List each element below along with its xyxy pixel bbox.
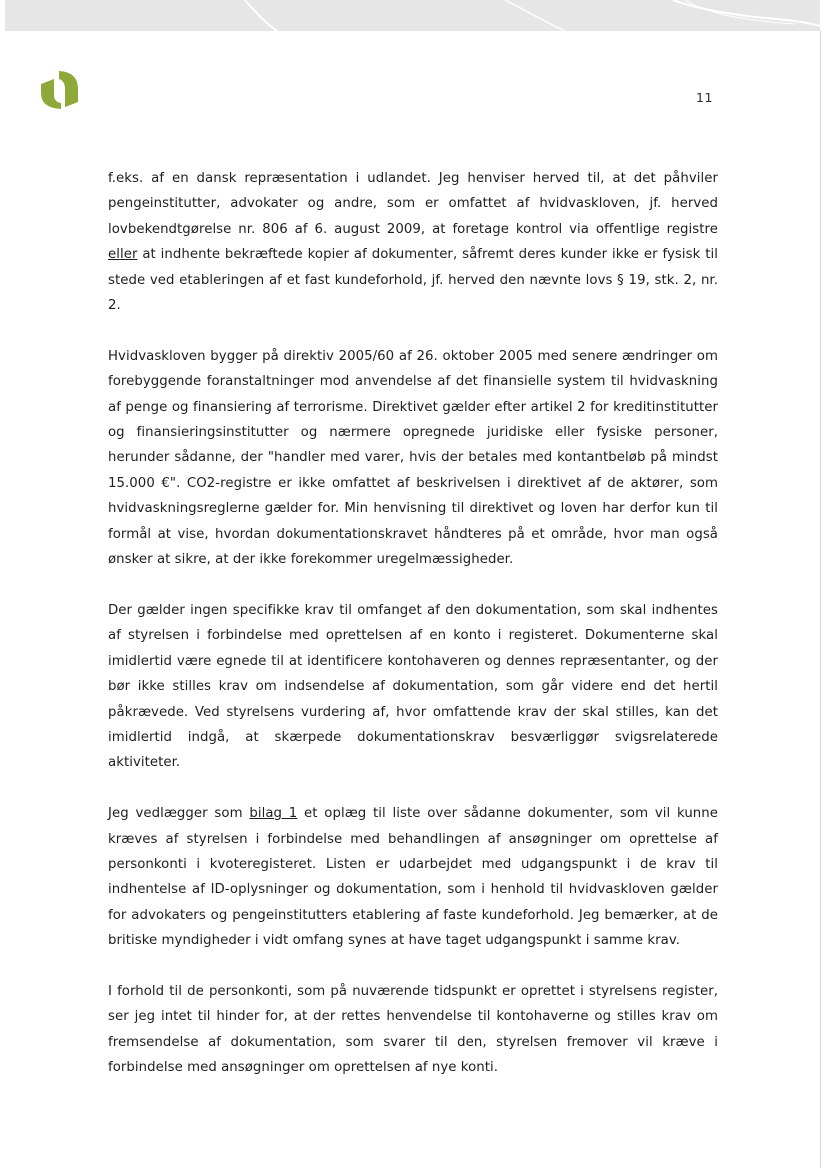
paragraph-text: et oplæg til liste over sådanne dokumenter, som vil kunne kræves af styrelsen i forbindelse med behandlingen af ansøgninger om oprettelse af personkonti i kvoteregisteret. Listen er udarbejdet med udgangspunkt i de krav til indhentelse af ID-oplysninger og dokumentation, som i henhold til hvidvaskloven gælder for advokaters og pengeinstitutters etablering af faste kundeforhold. Jeg bemærker, at de britiske myndigheder i vidt omfang synes at have taget udgangspunkt i samme krav. bbox=[108, 806, 718, 949]
paragraph bbox=[108, 801, 718, 953]
paragraph: I forhold til de personkonti, som på nuværende tidspunkt er oprettet i styrelsens register, ser jeg intet til hinder for, at der rettes henvendelse til kontohaverne og stilles krav om fremsendelse af dokumentation, som svarer til den, styrelsen fremover vil kræve i forbindelse med ansøgninger om oprettelsen af nye konti. bbox=[108, 983, 718, 1076]
paragraph-text: at indhente bekræftede kopier af dokumenter, såfremt deres kunder ikke er fysisk til stede ved etableringen af et fast kundeforhold, jf. herved den nævnte lovs § 19, stk. 2, nr. 2. bbox=[108, 247, 718, 314]
paragraph-text: f.eks. af en dansk repræsentation i udlandet. Jeg henviser herved til, at det påhviler pengeinstitutter, advokater og andre, som er omfattet af hvidvaskloven, jf. herved lovbekendtgørelse nr. 806 af 6. august 2009, at foretage kontrol via offentlige registre bbox=[108, 171, 718, 237]
paragraph bbox=[108, 166, 718, 318]
band-curves bbox=[5, 0, 820, 31]
header-decorative-band bbox=[5, 0, 820, 31]
paragraph: Hvidvaskloven bygger på direktiv 2005/60 af 26. oktober 2005 med senere ændringer om forebyggende foranstaltninger mod anvendelse af det finansielle system til hvidvaskning af penge og finansiering af terrorisme. Direktivet gælder efter artikel 2 for kreditinstitutter og finansieringsinstitutter og nærmere opregnede juridiske eller fysiske personer, herunder sådanne, der "handler med varer, hvis der betales med kontantbeløb på mindst 15.000 €". CO2-registre er ikke omfattet af beskrivelsen i direktivet af de aktører, som hvidvaskningsreglerne gælder for. Min henvisning til direktivet og loven har derfor kun til formål at vise, hvordan dokumentationskravet håndteres på et område, hvor man også ønsker at sikre, at der ikke forekommer uregelmæssigheder. bbox=[108, 348, 718, 568]
page-edge bbox=[820, 31, 821, 1168]
paragraph-text: Jeg vedlægger som bbox=[108, 806, 250, 822]
logo-icon bbox=[39, 71, 79, 109]
paragraph: Der gælder ingen specifikke krav til omfanget af den dokumentation, som skal indhentes af styrelsen i forbindelse med oprettelsen af en konto i registeret. Dokumenterne skal imidlertid være egnede til at identificere kontohaveren og dennes repræsentanter, og der bør ikke stilles krav om indsendelse af dokumentation, som går videre end det hertil påkrævede. Ved styrelsens vurdering af, hvor omfattende krav der skal stilles, kan det imidlertid indgå, at skærpede dokumentationskrav besværliggør svigsrelaterede aktiviteter. bbox=[108, 602, 718, 771]
underlined-text: eller bbox=[108, 247, 138, 263]
attachment-reference: bilag 1 bbox=[249, 806, 298, 822]
page-number: 11 bbox=[696, 90, 713, 105]
document-body bbox=[108, 166, 718, 1081]
